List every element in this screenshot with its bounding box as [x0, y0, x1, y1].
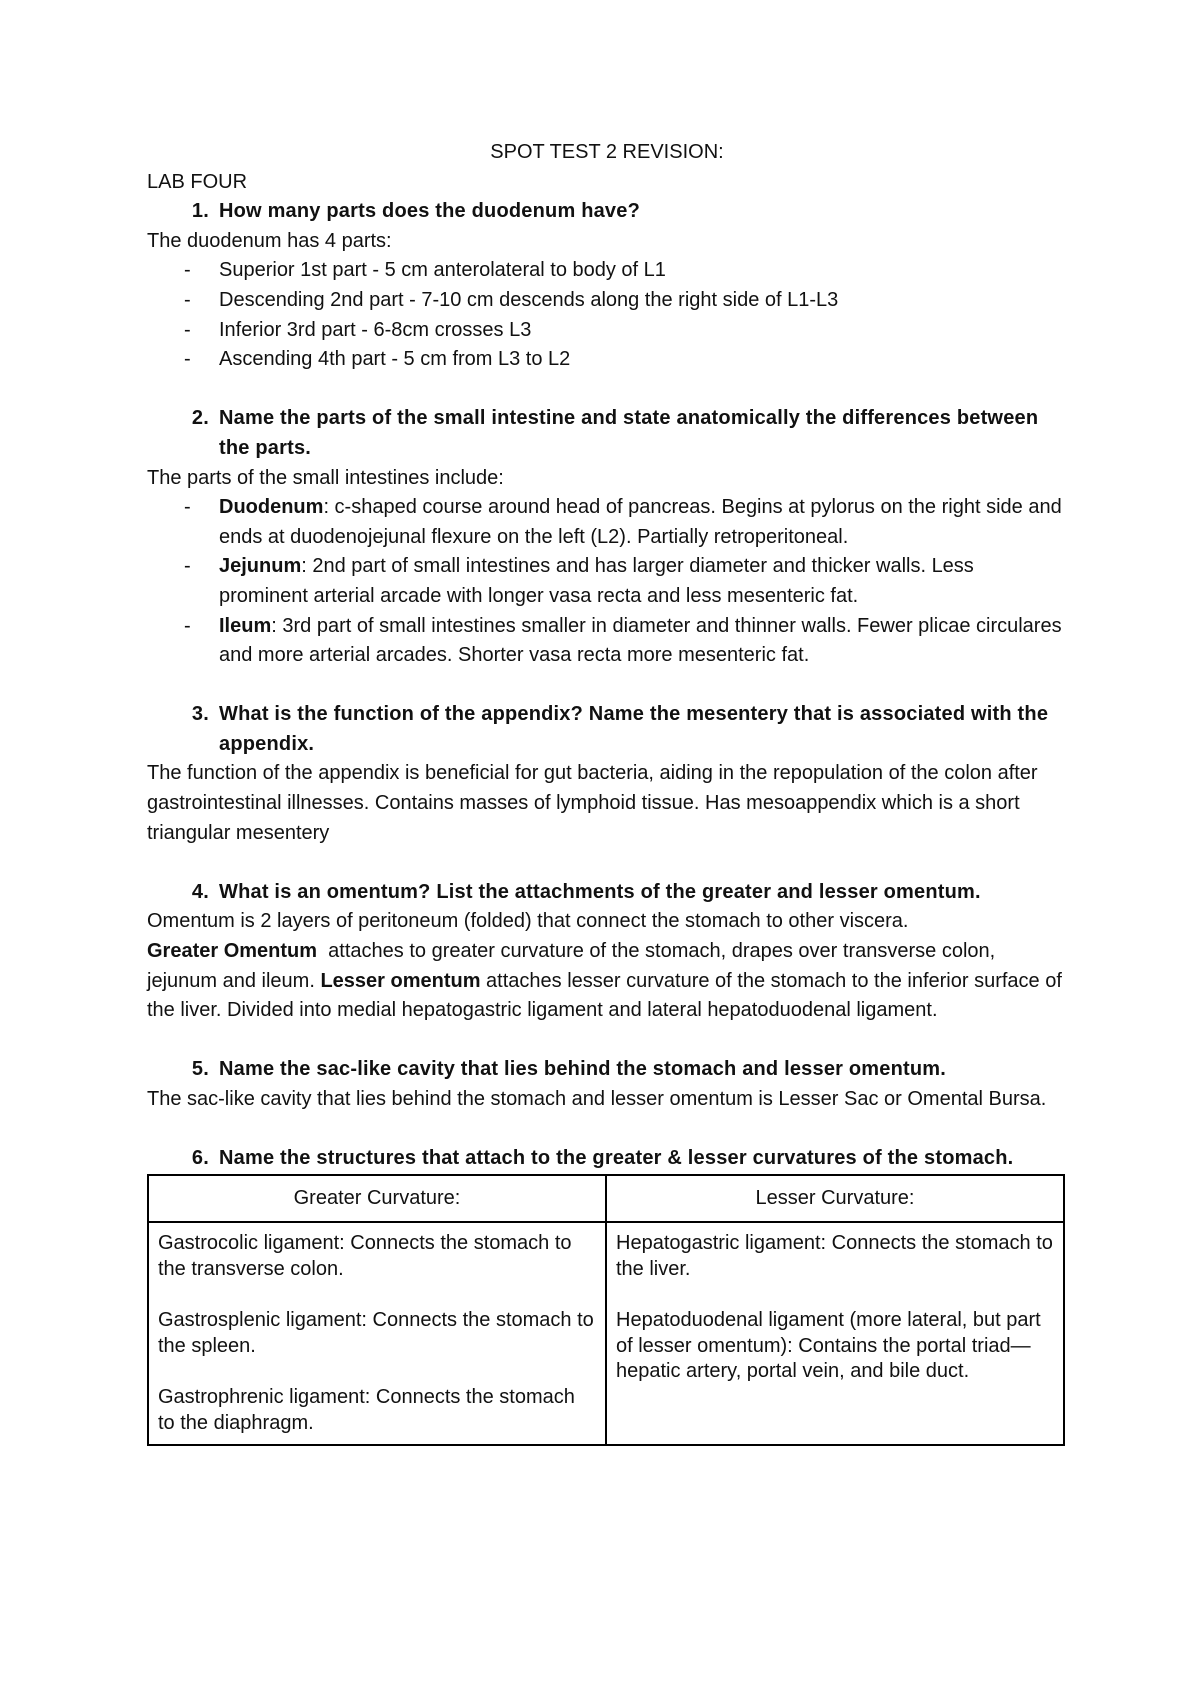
list-item: - Inferior 3rd part - 6-8cm crosses L3	[184, 318, 532, 341]
table-header: Lesser Curvature:	[606, 1175, 1064, 1223]
table-header: Greater Curvature:	[148, 1175, 606, 1223]
table-cell-lesser: Hepatogastric ligament: Connects the stomach to the liver. Hepatoduodenal ligament (more lateral, but part of lesser omentum): Contains the portal triad—hepatic artery, portal vein, and bile duct.	[606, 1222, 1064, 1445]
curvatures-table	[147, 1174, 1065, 1446]
question-5	[147, 1055, 1067, 1085]
answer-intro: The duodenum has 4 parts:	[147, 229, 392, 252]
question-2	[147, 404, 1067, 463]
question-text: Name the structures that attach to the greater & lesser curvatures of the stomach.	[219, 1147, 1014, 1170]
question-text: Name the sac-like cavity that lies behind the stomach and lesser omentum.	[219, 1058, 947, 1081]
list-item: - Ascending 4th part - 5 cm from L3 to L2	[184, 348, 571, 371]
list-item: - Jejunum: 2nd part of small intestines and has larger diameter and thicker walls. Less prominent arterial arcade with longer vasa recta and less mesenteric fat.	[184, 555, 974, 607]
duodenum-parts-list	[147, 256, 1067, 374]
small-intestine-parts-list	[147, 493, 1067, 671]
question-text: Name the parts of the small intestine and state anatomically the differences between the parts.	[219, 407, 1039, 459]
list-item: - Descending 2nd part - 7-10 cm descends along the right side of L1-L3	[184, 288, 839, 311]
table-header-row	[148, 1175, 1064, 1223]
question-number: 1.	[191, 200, 209, 223]
question-number: 6.	[191, 1147, 209, 1170]
page-title: SPOT TEST 2 REVISION:	[490, 141, 724, 163]
question-4	[147, 878, 1067, 908]
answer-intro: The parts of the small intestines include:	[147, 466, 504, 489]
question-number: 4.	[191, 880, 209, 903]
table-cell-greater: Gastrocolic ligament: Connects the stomach to the transverse colon. Gastrosplenic ligament: Connects the stomach to the spleen. Gastrophrenic ligament: Connects the stomach to the diaphragm.	[148, 1222, 606, 1445]
question-text: What is an omentum? List the attachments of the greater and lesser omentum.	[219, 880, 981, 903]
question-1	[147, 197, 1067, 227]
question-text: What is the function of the appendix? Name the mesentery that is associated with the appendix.	[219, 703, 1049, 755]
term: Lesser omentum	[320, 969, 481, 992]
question-number: 2.	[191, 407, 209, 430]
answer-text: Omentum is 2 layers of peritoneum (folded) that connect the stomach to other viscera.	[147, 910, 909, 933]
question-6	[147, 1144, 1067, 1174]
list-item: - Superior 1st part - 5 cm anterolateral to body of L1	[184, 259, 666, 282]
question-number: 3.	[191, 703, 209, 726]
list-item: - Ileum: 3rd part of small intestines smaller in diameter and thinner walls. Fewer plicae circulares and more arterial arcades. Shorter vasa recta more mesenteric fat.	[184, 614, 1062, 667]
term: Jejunum	[219, 555, 302, 578]
document-page	[147, 138, 1067, 1446]
question-3	[147, 700, 1067, 759]
table-row	[148, 1222, 1064, 1445]
term: Duodenum	[219, 496, 324, 519]
answer-text: The function of the appendix is beneficial for gut bacteria, aiding in the repopulation of the colon after gastrointestinal illnesses. Contains masses of lymphoid tissue. Has mesoappendix which is a short triangular mesentery	[147, 762, 1038, 844]
answer-text: Greater Omentum attaches to greater curvature of the stomach, drapes over transverse colon, jejunum and ileum. Lesser omentum attaches lesser curvature of the stomach to the inferior surface of the liver. Divided into medial hepatogastric ligament and lateral hepatoduodenal ligament.	[147, 940, 1062, 1022]
term: Greater Omentum	[147, 940, 318, 963]
list-item: - Duodenum: c-shaped course around head of pancreas. Begins at pylorus on the right side and ends at duodenojejunal flexure on the left (L2). Partially retroperitoneal.	[184, 496, 1062, 548]
answer-text: The sac-like cavity that lies behind the stomach and lesser omentum is Lesser Sac or Omental Bursa.	[147, 1088, 1047, 1110]
term: Ileum	[219, 614, 272, 637]
section-heading: LAB FOUR	[147, 170, 248, 193]
question-text: How many parts does the duodenum have?	[219, 200, 640, 223]
question-number: 5.	[191, 1058, 209, 1081]
